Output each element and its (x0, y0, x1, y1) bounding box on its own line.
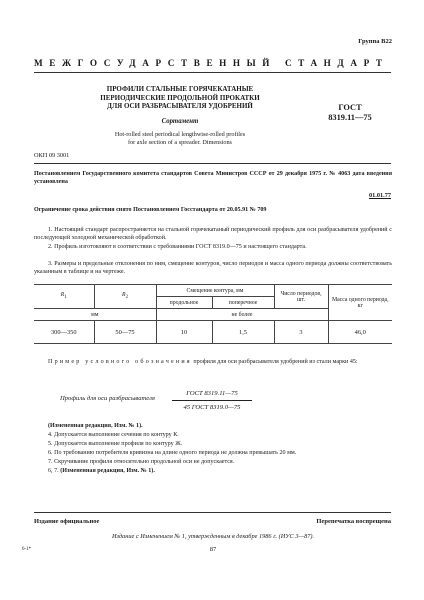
note-6-7-prefix: 6, 7. (48, 468, 59, 474)
title-line-1: ПРОФИЛИ СТАЛЬНЫЕ ГОРЯЧЕКАТАНЫЕ (106, 85, 254, 93)
cell-r1: 300—350 (34, 321, 94, 344)
english-title-line-1: Hot-rolled steel periodical lengthwise-rolled profiles (114, 131, 246, 138)
restriction-text: Ограничение срока действия снято Постановлением Госстандарта от 20.05.91 № 709 (34, 207, 267, 213)
paragraph-3: 3. Размеры и предельные отклонения по ним, смещение контуров, число периодов и масса одного периода должны соответствовать указанным в таблице и на чертеже. (34, 261, 392, 276)
okp-code: ОКП 09 3001 (34, 152, 70, 159)
header-transverse: поперечное (212, 297, 274, 309)
edition-note: Издание с Изменением № 1, утвержденным в декабре 1986 г. (ИУС 3—87). (111, 533, 315, 540)
okp-rule (34, 163, 391, 164)
unit-max: не более (156, 309, 328, 321)
header-contour-shift: Смещение контура, мм (156, 285, 274, 297)
page-number: 87 (209, 546, 217, 553)
note-6-7-amended (34, 467, 392, 475)
interstate-standard-heading: МЕЖГОСУДАРСТВЕННЫЙ СТАНДАРТ (34, 58, 389, 68)
header-longitudinal: продольное (156, 297, 212, 309)
example-intro (34, 358, 392, 366)
cell-longitudinal: 10 (156, 321, 212, 344)
note-4: 4. Допускается выполнение сечения по контуру К. (48, 432, 179, 438)
gost-code: 8319.11—75 (328, 113, 372, 122)
cell-transverse: 1,5 (212, 321, 274, 344)
gost-number (300, 103, 400, 123)
english-title (80, 131, 280, 146)
decree-text: Постановлением Государственного комитета стандартов Совета Министров СССР от 29 декабря 1975 г. № 4063 дата введения установлена (34, 171, 392, 186)
reprint-prohibited: Перепечатка воспрещена (316, 518, 391, 525)
document-title (80, 85, 280, 111)
gost-label: ГОСТ (338, 103, 362, 112)
note-7: 7. Скручивание профиля относительно продольной оси не допускается. (48, 459, 235, 465)
example-numerator: ГОСТ 8319.11—75 (186, 390, 238, 397)
cell-period-mass: 46,0 (328, 321, 392, 344)
cell-r2: 50—75 (94, 321, 156, 344)
official-edition: Издание официальное (34, 518, 100, 525)
specification-table (34, 284, 392, 344)
footer-rule (34, 512, 391, 513)
note-amended: (Измененная редакция, Изм. № 1). (48, 423, 143, 429)
english-title-line-2: for axle section of a spreader. Dimensions (128, 138, 232, 146)
note-5: 5. Допускается выполнение профиля по контуру Ж. (48, 441, 183, 447)
example-denominator: 45 ГОСТ 8319.0—75 (183, 404, 241, 411)
cell-period-count: 3 (274, 321, 328, 344)
header-period-count: Число периодов, шт. (274, 285, 328, 309)
example-intro-spaced: Пример условного обозначения (48, 359, 192, 365)
title-line-2: ПЕРИОДИЧЕСКИЕ ПРОДОЛЬНОЙ ПРОКАТКИ (100, 93, 260, 102)
note-6-7-bold: (Измененная редакция, Изм. № 1). (60, 468, 155, 474)
example-intro-rest: профиля для оси разбрасывателя удобрений из стали марки 45: (193, 359, 358, 365)
header-r2: $R_2$ (94, 285, 156, 309)
paragraph-1: 1. Настоящий стандарт распространяется на стальной горячекатаный периодический профиль для оси разбрасывателя удобрений с последующей холодной механической обработкой. (34, 227, 392, 242)
example-label: Профиль для оси разбрасывателя (60, 395, 155, 402)
note-6: 6. По требованию потребителя кривизна на длине одного периода не должна превышать 20 мм. (48, 450, 297, 456)
header-rule (34, 72, 391, 73)
title-line-3: ДЛЯ ОСИ РАЗБРАСЫВАТЕЛЯ УДОБРЕНИЙ (107, 102, 253, 110)
effective-date: 01.01.77 (368, 192, 391, 199)
unit-mm: мм (34, 309, 156, 321)
fraction-line (172, 400, 252, 401)
print-code: 6-1* (22, 547, 32, 552)
header-r1: $R_1$ (34, 285, 94, 309)
document-subtitle: Сортамент (161, 118, 199, 125)
header-period-mass: Масса одного периода, кг (328, 285, 392, 321)
group-code: Группа В22 (358, 38, 392, 45)
paragraph-2: 2. Профиль изготовляют в соответствии с требованиями ГОСТ 8319.0—75 и настоящего стандарта. (48, 244, 307, 250)
table-row (34, 321, 392, 344)
